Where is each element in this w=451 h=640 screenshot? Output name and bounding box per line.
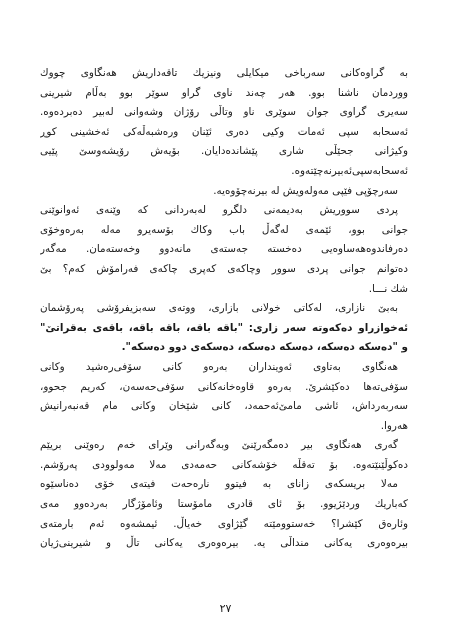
text-line: هه‌نگاوی به‌تاوی ئه‌وینداران به‌ره‌و كانی سۆفی‌ره‌شید وكانی — [40, 360, 398, 373]
text-line: به گراوه‌كانی سه‌رباخی میكایلی ونیزیك تاقه‌داریش هه‌نگاوی چووك — [40, 67, 408, 79]
text-line: وئاره‌ق كێشرا؟ خه‌ستوومێته گێژاوی خه‌یاڵ. ئیمشه‌وه ئه‌م بارمته‌ی — [40, 517, 408, 530]
text-line: سۆفی‌ته‌ها ده‌كێشرێ. به‌ره‌و قاوه‌خانه‌كانی سۆفی‌حه‌سه‌ن، كه‌ریم جحوو، — [40, 380, 408, 393]
paragraph-3 — [40, 299, 408, 436]
text-line: به‌بێ نازاری، له‌كاتی خولانی بازاری، ووته‌ی سه‌بزیفرۆشی په‌رۆشمان — [40, 302, 398, 315]
text-line: ووردمان ناشنا بوو. هه‌ر چه‌ند ناوی گراو سوێر بوو به‌ڵام شیرینی — [40, 86, 408, 99]
text-line: سه‌یری گراوی جوان سوێری ناو وتاڵی رۆژان وشه‌وانی له‌بیر ده‌برده‌وه. — [40, 106, 408, 119]
text-line: ده‌رفاندوه‌هه‌ساوه‌یی ده‌خسته جه‌سته‌ی مانه‌دوو وخه‌سته‌مان. مه‌گه‌ر — [40, 243, 408, 256]
text-line: بیره‌وه‌ری یه‌كانی منداڵی یه. بیره‌وه‌ری یه‌كانی تاڵ و شیرینی‌ژیان — [40, 537, 408, 550]
body-text — [40, 64, 408, 554]
text-line: سه‌رچۆپی فێپی مه‌وله‌ویش له بیرنه‌چۆوه‌یه. — [213, 184, 398, 197]
text-line: ئه‌سحابه‌سپی‌ئه‌بیرنه‌چێته‌وه. — [291, 164, 408, 177]
text-line: مه‌لا بریسكه‌ی زانای به فیتوو ناره‌حه‌ت فیته‌ی خۆی ده‌ناسێوه — [40, 478, 398, 491]
text-line: هه‌روا. — [380, 419, 408, 432]
text-line: شك نـــا. — [368, 282, 408, 295]
text-line: ئه‌سحابه سپی ئه‌مات وكیی ده‌ری ‌ئێنان وره‌شبه‌ڵه‌كی ئه‌خشینی كوڕ — [40, 125, 408, 138]
text-line: و "ده‌سكه ده‌سكه، ده‌سكه ده‌سكه، ده‌سكه‌ی دوو ده‌سكه". — [121, 341, 408, 354]
text-line: كه‌باریك وردێژیوو. بۆ ئای قادری مامۆستا وئامۆژگار به‌رده‌وو مه‌ی — [40, 498, 408, 511]
page-number: ٢٧ — [219, 602, 232, 615]
text-line: ده‌توانم جوانی پردی سوور وچاكه‌ی كه‌پری چاكه‌ی فه‌رامۆش كه‌م؟ بێ — [40, 262, 408, 275]
text-line: ده‌كوڵێنێته‌وه. بۆ ته‌قڵه خۆشه‌كانی حه‌مه‌دی مه‌لا مه‌ولوودی په‌رۆشم. — [40, 458, 408, 471]
paragraph-1 — [40, 64, 408, 182]
text-line: جوانی بوو، ئێمه‌ی له‌گه‌ڵ باب وكاك بۆسه‌یرو مه‌له به‌ره‌وخۆی — [40, 223, 408, 236]
paragraph-2 — [40, 182, 408, 300]
text-line: ئه‌خوازراو ده‌كه‌وته سه‌ر زاری: "باقه باقه، باقه باقه، باقه‌ی به‌قراتێ" — [40, 321, 408, 334]
paragraph-4 — [40, 436, 408, 554]
text-line: وكیژانی جحێڵی شاری پێشانده‌دایان. بۆیه‌ش رۆیشه‌وسێ پێیی — [40, 145, 408, 158]
text-line: سه‌ربه‌رداش، ئاشی مامێ‌ئه‌حمه‌د، كانی شێخان وكانی مام قه‌نبه‌رانیش — [40, 400, 408, 413]
text-line: پردی سووریش به‌دیمه‌نی دلگرو له‌به‌ردانی كه وێنه‌ی ئه‌وانوێنی — [40, 204, 398, 217]
text-line: گه‌ری هه‌نگاوی بیر ده‌مگه‌رێنێ وبه‌گه‌رانی وێرای خه‌م ره‌وێنی بریێم — [40, 439, 398, 452]
